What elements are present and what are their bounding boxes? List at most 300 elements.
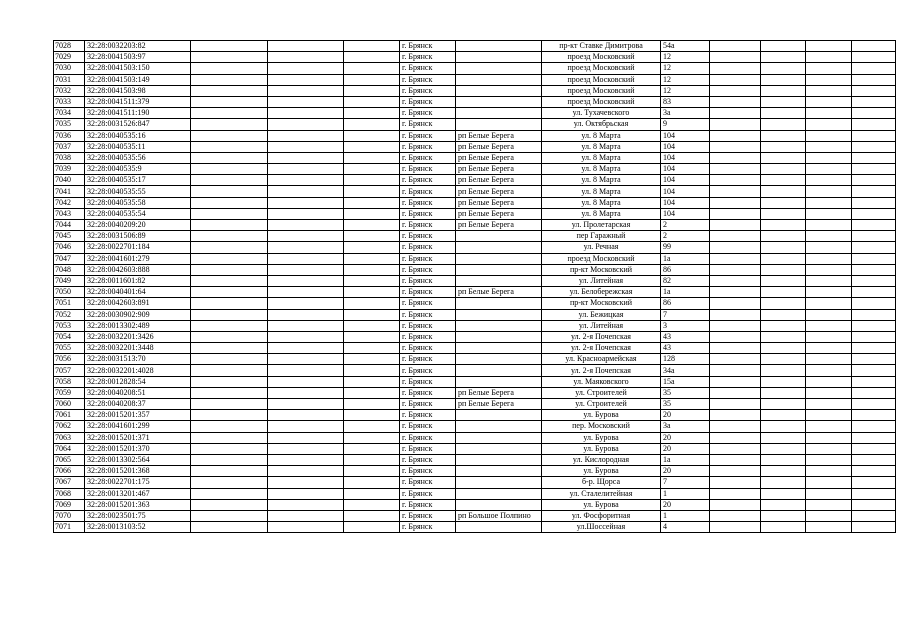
empty-cell	[852, 421, 896, 432]
house-number: 86	[661, 264, 710, 275]
empty-cell	[761, 309, 806, 320]
city-cell: г. Брянск	[400, 242, 456, 253]
empty-cell	[806, 208, 852, 219]
cadastral-number: 32:28:0022701:184	[85, 242, 191, 253]
empty-cell	[344, 74, 400, 85]
empty-cell	[761, 466, 806, 477]
empty-cell	[344, 108, 400, 119]
street-cell: проезд Московский	[542, 85, 661, 96]
empty-cell	[191, 186, 268, 197]
empty-cell	[806, 63, 852, 74]
table-row	[54, 264, 896, 275]
empty-cell	[268, 108, 344, 119]
table-row	[54, 298, 896, 309]
empty-cell	[761, 432, 806, 443]
row-number: 7071	[54, 522, 85, 533]
empty-cell	[710, 410, 761, 421]
house-number: 2	[661, 220, 710, 231]
empty-cell	[806, 331, 852, 342]
table-row	[54, 454, 896, 465]
empty-cell	[268, 432, 344, 443]
row-number: 7034	[54, 108, 85, 119]
empty-cell	[852, 242, 896, 253]
empty-cell	[761, 365, 806, 376]
locality-cell	[456, 275, 542, 286]
locality-cell: рп Белые Берега	[456, 175, 542, 186]
city-cell: г. Брянск	[400, 343, 456, 354]
row-number: 7060	[54, 399, 85, 410]
house-number: 20	[661, 410, 710, 421]
locality-cell	[456, 74, 542, 85]
empty-cell	[710, 186, 761, 197]
empty-cell	[191, 197, 268, 208]
street-cell: ул. Речная	[542, 242, 661, 253]
empty-cell	[761, 152, 806, 163]
city-cell: г. Брянск	[400, 275, 456, 286]
empty-cell	[710, 432, 761, 443]
empty-cell	[852, 275, 896, 286]
cadastral-number: 32:28:0013103:52	[85, 522, 191, 533]
empty-cell	[191, 119, 268, 130]
cadastral-number: 32:28:0015201:371	[85, 432, 191, 443]
empty-cell	[710, 443, 761, 454]
empty-cell	[806, 510, 852, 521]
city-cell: г. Брянск	[400, 410, 456, 421]
empty-cell	[344, 331, 400, 342]
cadastral-number: 32:28:0015201:363	[85, 499, 191, 510]
street-cell: ул. Октябрьская	[542, 119, 661, 130]
row-number: 7032	[54, 85, 85, 96]
city-cell: г. Брянск	[400, 164, 456, 175]
empty-cell	[268, 477, 344, 488]
empty-cell	[852, 208, 896, 219]
street-cell: ул. 8 Марта	[542, 152, 661, 163]
empty-cell	[710, 320, 761, 331]
empty-cell	[806, 399, 852, 410]
empty-cell	[806, 197, 852, 208]
empty-cell	[268, 175, 344, 186]
empty-cell	[344, 320, 400, 331]
street-cell: ул. 2-я Почепская	[542, 331, 661, 342]
house-number: 1а	[661, 253, 710, 264]
empty-cell	[710, 477, 761, 488]
empty-cell	[852, 85, 896, 96]
house-number: 12	[661, 52, 710, 63]
locality-cell: рп Белые Берега	[456, 399, 542, 410]
empty-cell	[344, 41, 400, 52]
empty-cell	[852, 63, 896, 74]
row-number: 7029	[54, 52, 85, 63]
city-cell: г. Брянск	[400, 220, 456, 231]
locality-cell	[456, 242, 542, 253]
locality-cell	[456, 108, 542, 119]
city-cell: г. Брянск	[400, 74, 456, 85]
table-row	[54, 41, 896, 52]
empty-cell	[806, 421, 852, 432]
table-row	[54, 522, 896, 533]
empty-cell	[761, 197, 806, 208]
locality-cell	[456, 320, 542, 331]
house-number: 43	[661, 331, 710, 342]
cadastral-number: 32:28:0013302:564	[85, 454, 191, 465]
table-row	[54, 242, 896, 253]
empty-cell	[191, 41, 268, 52]
table-row	[54, 477, 896, 488]
cadastral-number: 32:28:0012828:54	[85, 376, 191, 387]
empty-cell	[710, 231, 761, 242]
locality-cell	[456, 376, 542, 387]
cadastral-number: 32:28:0040208:51	[85, 387, 191, 398]
empty-cell	[710, 354, 761, 365]
locality-cell: рп Белые Берега	[456, 141, 542, 152]
cadastral-number: 32:28:0041511:379	[85, 96, 191, 107]
row-number: 7053	[54, 320, 85, 331]
table-row	[54, 52, 896, 63]
city-cell: г. Брянск	[400, 376, 456, 387]
empty-cell	[852, 499, 896, 510]
empty-cell	[710, 220, 761, 231]
cadastral-number: 32:28:0015201:368	[85, 466, 191, 477]
city-cell: г. Брянск	[400, 499, 456, 510]
empty-cell	[852, 119, 896, 130]
empty-cell	[268, 454, 344, 465]
cadastral-number: 32:28:0040535:11	[85, 141, 191, 152]
empty-cell	[710, 421, 761, 432]
empty-cell	[852, 454, 896, 465]
row-number: 7039	[54, 164, 85, 175]
empty-cell	[344, 510, 400, 521]
city-cell: г. Брянск	[400, 354, 456, 365]
row-number: 7030	[54, 63, 85, 74]
cadastral-number: 32:28:0040209:20	[85, 220, 191, 231]
city-cell: г. Брянск	[400, 175, 456, 186]
empty-cell	[806, 309, 852, 320]
empty-cell	[191, 208, 268, 219]
table-row	[54, 141, 896, 152]
table-row	[54, 399, 896, 410]
empty-cell	[761, 231, 806, 242]
city-cell: г. Брянск	[400, 454, 456, 465]
empty-cell	[191, 74, 268, 85]
empty-cell	[852, 466, 896, 477]
row-number: 7061	[54, 410, 85, 421]
city-cell: г. Брянск	[400, 130, 456, 141]
empty-cell	[710, 499, 761, 510]
house-number: 3	[661, 320, 710, 331]
row-number: 7033	[54, 96, 85, 107]
empty-cell	[761, 220, 806, 231]
row-number: 7038	[54, 152, 85, 163]
cadastral-number: 32:28:0040208:37	[85, 399, 191, 410]
row-number: 7055	[54, 343, 85, 354]
cadastral-number: 32:28:0032201:3448	[85, 343, 191, 354]
empty-cell	[191, 443, 268, 454]
house-number: 20	[661, 466, 710, 477]
empty-cell	[806, 522, 852, 533]
empty-cell	[344, 399, 400, 410]
empty-cell	[852, 141, 896, 152]
house-number: 104	[661, 130, 710, 141]
empty-cell	[761, 287, 806, 298]
cadastral-number: 32:28:0031526:847	[85, 119, 191, 130]
empty-cell	[806, 466, 852, 477]
table-row	[54, 275, 896, 286]
row-number: 7042	[54, 197, 85, 208]
street-cell: б-р. Щорса	[542, 477, 661, 488]
empty-cell	[806, 387, 852, 398]
street-cell: ул. 8 Марта	[542, 186, 661, 197]
row-number: 7067	[54, 477, 85, 488]
city-cell: г. Брянск	[400, 152, 456, 163]
empty-cell	[710, 41, 761, 52]
empty-cell	[268, 522, 344, 533]
empty-cell	[761, 477, 806, 488]
locality-cell	[456, 488, 542, 499]
row-number: 7065	[54, 454, 85, 465]
empty-cell	[761, 275, 806, 286]
empty-cell	[710, 287, 761, 298]
empty-cell	[344, 522, 400, 533]
table-row	[54, 186, 896, 197]
empty-cell	[806, 130, 852, 141]
empty-cell	[344, 164, 400, 175]
table-row	[54, 387, 896, 398]
house-number: 34а	[661, 365, 710, 376]
empty-cell	[852, 186, 896, 197]
empty-cell	[344, 410, 400, 421]
table-row	[54, 488, 896, 499]
table-row	[54, 376, 896, 387]
empty-cell	[761, 387, 806, 398]
table-row	[54, 231, 896, 242]
empty-cell	[852, 365, 896, 376]
empty-cell	[761, 343, 806, 354]
street-cell: ул. Бурова	[542, 443, 661, 454]
locality-cell	[456, 443, 542, 454]
empty-cell	[852, 522, 896, 533]
empty-cell	[761, 320, 806, 331]
city-cell: г. Брянск	[400, 421, 456, 432]
empty-cell	[852, 220, 896, 231]
empty-cell	[761, 376, 806, 387]
cadastral-number: 32:28:0041601:299	[85, 421, 191, 432]
cadastral-number: 32:28:0031513:70	[85, 354, 191, 365]
empty-cell	[344, 119, 400, 130]
locality-cell	[456, 499, 542, 510]
street-cell: ул. Сталелитейная	[542, 488, 661, 499]
empty-cell	[344, 354, 400, 365]
street-cell: ул. 2-я Почепская	[542, 365, 661, 376]
cadastral-number: 32:28:0042603:891	[85, 298, 191, 309]
empty-cell	[806, 488, 852, 499]
city-cell: г. Брянск	[400, 387, 456, 398]
locality-cell	[456, 365, 542, 376]
table-row	[54, 164, 896, 175]
empty-cell	[191, 298, 268, 309]
empty-cell	[268, 41, 344, 52]
empty-cell	[806, 96, 852, 107]
house-number: 104	[661, 197, 710, 208]
cadastral-number: 32:28:0041503:98	[85, 85, 191, 96]
city-cell: г. Брянск	[400, 309, 456, 320]
empty-cell	[710, 63, 761, 74]
house-number: 83	[661, 96, 710, 107]
empty-cell	[852, 488, 896, 499]
empty-cell	[806, 41, 852, 52]
locality-cell	[456, 63, 542, 74]
cadastral-number: 32:28:0040535:16	[85, 130, 191, 141]
empty-cell	[344, 52, 400, 63]
row-number: 7045	[54, 231, 85, 242]
empty-cell	[852, 197, 896, 208]
house-number: 2	[661, 231, 710, 242]
street-cell: ул. 8 Марта	[542, 130, 661, 141]
row-number: 7041	[54, 186, 85, 197]
empty-cell	[761, 354, 806, 365]
empty-cell	[191, 287, 268, 298]
empty-cell	[852, 108, 896, 119]
street-cell: проезд Московский	[542, 96, 661, 107]
empty-cell	[806, 298, 852, 309]
empty-cell	[806, 275, 852, 286]
empty-cell	[710, 175, 761, 186]
house-number: 104	[661, 152, 710, 163]
empty-cell	[761, 74, 806, 85]
empty-cell	[806, 287, 852, 298]
street-cell: ул. Бурова	[542, 432, 661, 443]
street-cell: ул. Бурова	[542, 466, 661, 477]
empty-cell	[268, 331, 344, 342]
street-cell: ул. Фосфоритная	[542, 510, 661, 521]
table-row	[54, 432, 896, 443]
city-cell: г. Брянск	[400, 399, 456, 410]
empty-cell	[191, 477, 268, 488]
street-cell: ул. 8 Марта	[542, 164, 661, 175]
empty-cell	[268, 387, 344, 398]
empty-cell	[268, 343, 344, 354]
city-cell: г. Брянск	[400, 331, 456, 342]
empty-cell	[710, 331, 761, 342]
row-number: 7057	[54, 365, 85, 376]
cadastral-number: 32:28:0023501:75	[85, 510, 191, 521]
empty-cell	[761, 108, 806, 119]
cadastral-number: 32:28:0022701:175	[85, 477, 191, 488]
street-cell: пр-кт Ставке Димитрова	[542, 41, 661, 52]
empty-cell	[806, 175, 852, 186]
cadastral-number: 32:28:0041503:150	[85, 63, 191, 74]
empty-cell	[710, 52, 761, 63]
empty-cell	[806, 343, 852, 354]
city-cell: г. Брянск	[400, 432, 456, 443]
empty-cell	[806, 141, 852, 152]
empty-cell	[852, 253, 896, 264]
table-row	[54, 287, 896, 298]
street-cell: проезд Московский	[542, 74, 661, 85]
empty-cell	[806, 432, 852, 443]
empty-cell	[761, 85, 806, 96]
house-number: 7	[661, 309, 710, 320]
city-cell: г. Брянск	[400, 141, 456, 152]
empty-cell	[761, 186, 806, 197]
street-cell: ул. Литейная	[542, 275, 661, 286]
empty-cell	[268, 275, 344, 286]
table-row	[54, 510, 896, 521]
empty-cell	[710, 488, 761, 499]
empty-cell	[268, 421, 344, 432]
cadastral-number: 32:28:0030902:909	[85, 309, 191, 320]
city-cell: г. Брянск	[400, 510, 456, 521]
locality-cell: рп Белые Берега	[456, 164, 542, 175]
empty-cell	[761, 164, 806, 175]
empty-cell	[852, 41, 896, 52]
row-number: 7036	[54, 130, 85, 141]
locality-cell	[456, 432, 542, 443]
empty-cell	[191, 522, 268, 533]
empty-cell	[710, 522, 761, 533]
street-cell: ул. Тухачевского	[542, 108, 661, 119]
empty-cell	[191, 499, 268, 510]
empty-cell	[852, 164, 896, 175]
empty-cell	[344, 63, 400, 74]
row-number: 7035	[54, 119, 85, 130]
street-cell: ул. Пролетарская	[542, 220, 661, 231]
table-row	[54, 320, 896, 331]
records-table	[53, 40, 896, 533]
empty-cell	[710, 343, 761, 354]
empty-cell	[191, 410, 268, 421]
empty-cell	[806, 74, 852, 85]
table-row	[54, 466, 896, 477]
house-number: 1а	[661, 454, 710, 465]
table-row	[54, 85, 896, 96]
street-cell: пр-кт Московский	[542, 264, 661, 275]
empty-cell	[191, 141, 268, 152]
locality-cell	[456, 85, 542, 96]
house-number: 43	[661, 343, 710, 354]
empty-cell	[191, 52, 268, 63]
table-body	[54, 41, 896, 533]
house-number: 7	[661, 477, 710, 488]
locality-cell	[456, 119, 542, 130]
house-number: 4	[661, 522, 710, 533]
empty-cell	[344, 85, 400, 96]
locality-cell: рп Белые Берега	[456, 287, 542, 298]
city-cell: г. Брянск	[400, 253, 456, 264]
street-cell: ул. Бурова	[542, 410, 661, 421]
empty-cell	[344, 443, 400, 454]
locality-cell: рп Белые Берега	[456, 387, 542, 398]
empty-cell	[268, 52, 344, 63]
empty-cell	[191, 387, 268, 398]
cadastral-number: 32:28:0032203:82	[85, 41, 191, 52]
empty-cell	[806, 186, 852, 197]
empty-cell	[710, 454, 761, 465]
city-cell: г. Брянск	[400, 365, 456, 376]
empty-cell	[191, 242, 268, 253]
empty-cell	[710, 387, 761, 398]
empty-cell	[852, 376, 896, 387]
row-number: 7040	[54, 175, 85, 186]
empty-cell	[710, 365, 761, 376]
table-row	[54, 365, 896, 376]
empty-cell	[852, 432, 896, 443]
empty-cell	[191, 320, 268, 331]
city-cell: г. Брянск	[400, 197, 456, 208]
locality-cell: рп Белые Берега	[456, 152, 542, 163]
empty-cell	[191, 96, 268, 107]
locality-cell: рп Белые Берега	[456, 220, 542, 231]
table-row	[54, 443, 896, 454]
